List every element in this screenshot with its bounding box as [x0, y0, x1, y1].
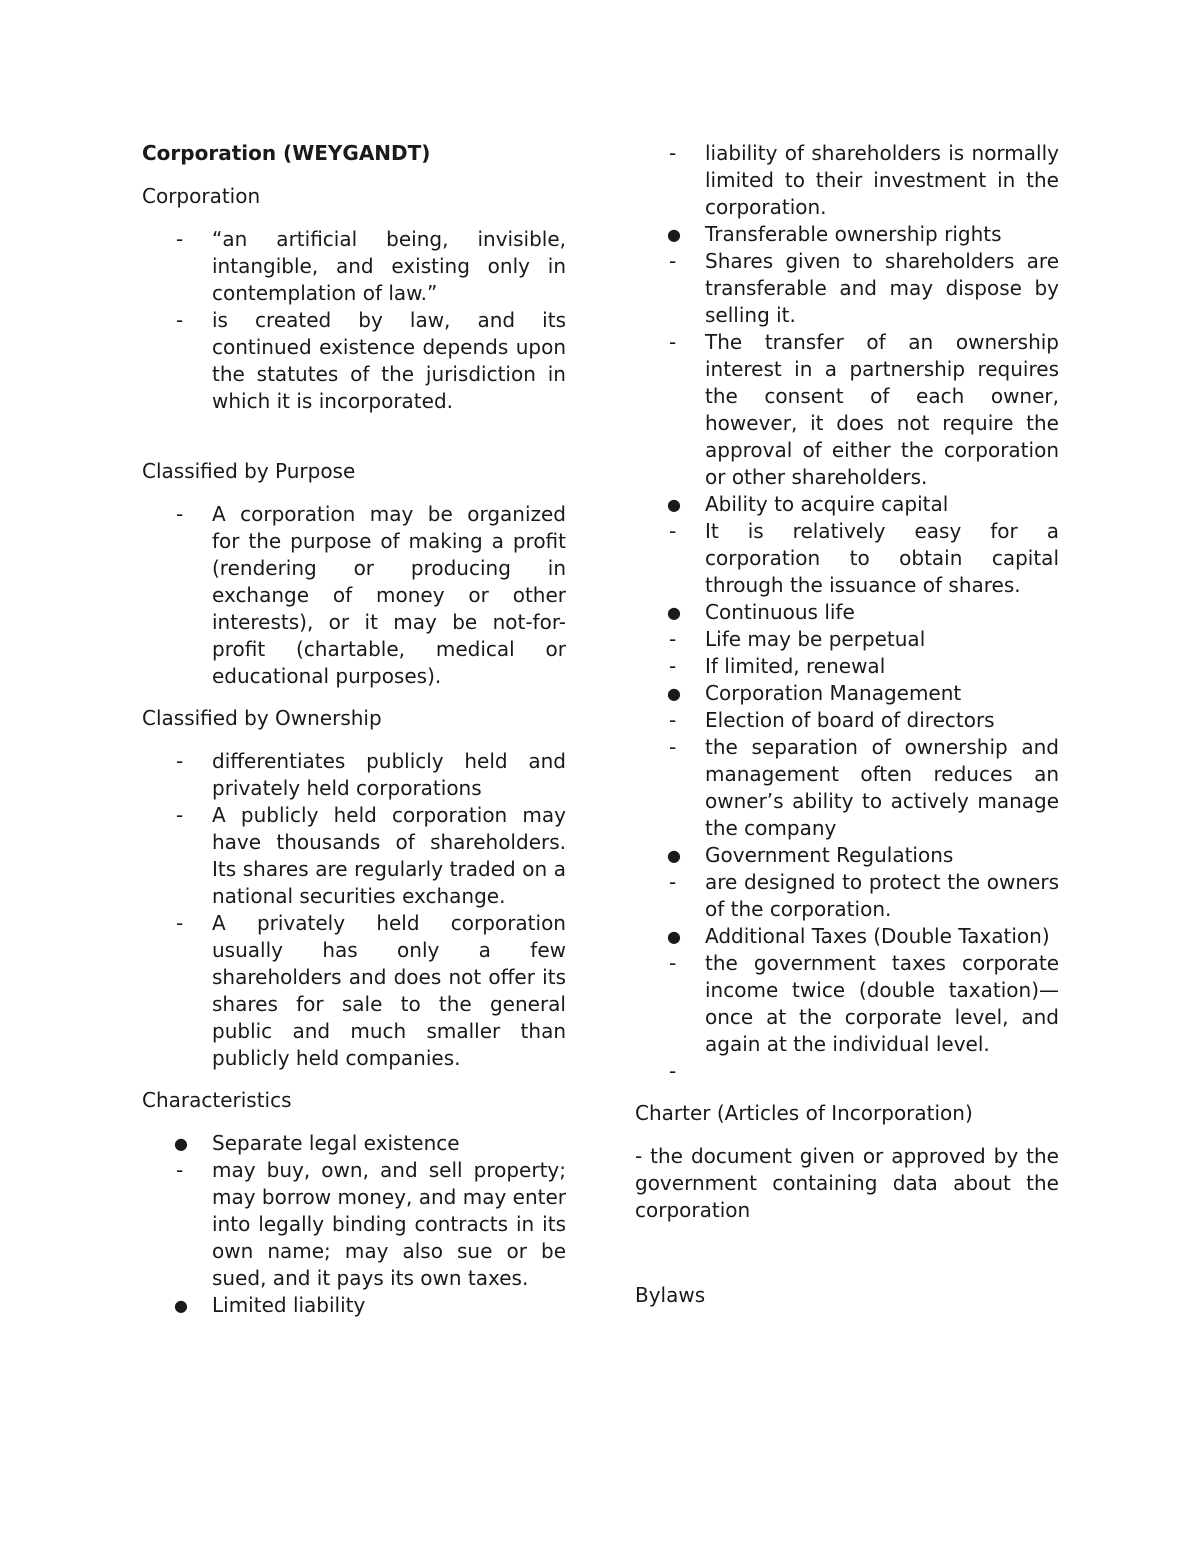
corporation-heading: Corporation	[142, 184, 261, 208]
list-item	[142, 1292, 566, 1319]
purpose-heading: Classified by Purpose	[142, 459, 356, 483]
dash-marker: -	[669, 330, 677, 354]
list-item	[635, 248, 1059, 329]
bullet-marker: ●	[174, 1134, 188, 1153]
list-item	[635, 221, 1059, 248]
list-item-text: are designed to protect the owners of the corporation.	[705, 870, 1059, 921]
charter-text: - the document given or approved by the government containing data about the corporation	[635, 1144, 1059, 1222]
bullet-marker: ●	[174, 1296, 188, 1315]
right-column	[635, 140, 1059, 1325]
dash-marker: -	[669, 708, 677, 732]
list-item	[635, 869, 1059, 923]
dash-marker: -	[669, 627, 677, 651]
list-item	[635, 626, 1059, 653]
list-item	[635, 329, 1059, 491]
list-item-text: may buy, own, and sell property; may borrow money, and may enter into legally binding contracts in its own name; may also sue or be sued, and it pays its own taxes.	[212, 1158, 566, 1290]
corporation-definition-list	[142, 226, 566, 415]
list-item-text: The transfer of an ownership interest in a partnership requires the consent of each owner, however, it does not require the approval of either the corporation or other shareholders.	[705, 330, 1059, 489]
list-item	[142, 1157, 566, 1292]
dash-marker: -	[669, 870, 677, 894]
list-item	[142, 226, 566, 307]
list-item	[142, 802, 566, 910]
list-item	[635, 680, 1059, 707]
dash-marker: -	[669, 141, 677, 165]
list-item-text: Government Regulations	[705, 843, 954, 867]
list-item-text: A corporation may be organized for the purpose of making a profit (rendering or producing in exchange of money or other interests), or it may be not-for-profit (chartable, medical or educational purposes).	[212, 502, 566, 688]
dash-marker: -	[669, 735, 677, 759]
list-item	[635, 950, 1059, 1058]
list-item-text: If limited, renewal	[705, 654, 886, 678]
characteristics-continued-list	[635, 140, 1059, 1085]
bullet-marker: ●	[667, 495, 681, 514]
dash-marker: -	[176, 911, 184, 935]
list-item	[635, 653, 1059, 680]
document-title: Corporation (WEYGANDT)	[142, 141, 431, 165]
list-item	[635, 734, 1059, 842]
list-item-text: Ability to acquire capital	[705, 492, 949, 516]
list-item-text: A publicly held corporation may have thousands of shareholders. Its shares are regularly traded on a national securities exchange.	[212, 803, 566, 908]
dash-marker: -	[176, 502, 184, 526]
dash-marker: -	[176, 803, 184, 827]
list-item-text: is created by law, and its continued existence depends upon the statutes of the jurisdiction in which it is incorporated.	[212, 308, 566, 413]
ownership-list	[142, 748, 566, 1072]
list-item	[635, 518, 1059, 599]
list-item-text: Life may be perpetual	[705, 627, 926, 651]
characteristics-list	[142, 1130, 566, 1319]
list-item	[142, 910, 566, 1072]
list-item-text: Additional Taxes (Double Taxation)	[705, 924, 1050, 948]
dash-marker: -	[669, 249, 677, 273]
list-item	[142, 748, 566, 802]
list-item-text: liability of shareholders is normally limited to their investment in the corporation.	[705, 141, 1059, 219]
bullet-marker: ●	[667, 927, 681, 946]
list-item-text: Corporation Management	[705, 681, 962, 705]
list-item-text: Separate legal existence	[212, 1131, 460, 1155]
bullet-marker: ●	[667, 603, 681, 622]
list-item-text: Election of board of directors	[705, 708, 995, 732]
bylaws-heading: Bylaws	[635, 1283, 706, 1307]
dash-marker: -	[669, 654, 677, 678]
list-item-text: A privately held corporation usually has only a few shareholders and does not offer its shares for sale to the general public and much smaller than publicly held companies.	[212, 911, 566, 1070]
dash-marker: -	[176, 1158, 184, 1182]
list-item	[142, 1130, 566, 1157]
dash-marker: -	[176, 308, 184, 332]
purpose-list	[142, 501, 566, 690]
list-item	[635, 842, 1059, 869]
list-item	[635, 1058, 1059, 1085]
bullet-marker: ●	[667, 225, 681, 244]
list-item	[635, 599, 1059, 626]
list-item-text: differentiates publicly held and privately held corporations	[212, 749, 566, 800]
list-item	[635, 923, 1059, 950]
list-item-text: “an artificial being, invisible, intangible, and existing only in contemplation of law.”	[212, 227, 566, 305]
list-item	[142, 501, 566, 690]
dash-marker: -	[669, 519, 677, 543]
list-item	[635, 140, 1059, 221]
list-item-text: Limited liability	[212, 1293, 366, 1317]
characteristics-heading: Characteristics	[142, 1088, 292, 1112]
bullet-marker: ●	[667, 846, 681, 865]
list-item-text: Transferable ownership rights	[705, 222, 1002, 246]
dash-marker: -	[176, 227, 184, 251]
bullet-marker: ●	[667, 684, 681, 703]
list-item-text: Shares given to shareholders are transferable and may dispose by selling it.	[705, 249, 1059, 327]
list-item	[635, 707, 1059, 734]
left-column	[142, 140, 566, 1319]
list-item-text: the separation of ownership and management often reduces an owner’s ability to actively manage the company	[705, 735, 1059, 840]
dash-marker: -	[669, 951, 677, 975]
dash-marker: -	[176, 749, 184, 773]
list-item-text: the government taxes corporate income twice (double taxation)—once at the corporate level, and again at the individual level.	[705, 951, 1059, 1056]
charter-heading: Charter (Articles of Incorporation)	[635, 1101, 973, 1125]
dash-marker: -	[669, 1059, 677, 1083]
list-item-text: Continuous life	[705, 600, 855, 624]
list-item	[635, 491, 1059, 518]
list-item	[142, 307, 566, 415]
list-item-text: It is relatively easy for a corporation to obtain capital through the issuance of shares.	[705, 519, 1059, 597]
ownership-heading: Classified by Ownership	[142, 706, 382, 730]
